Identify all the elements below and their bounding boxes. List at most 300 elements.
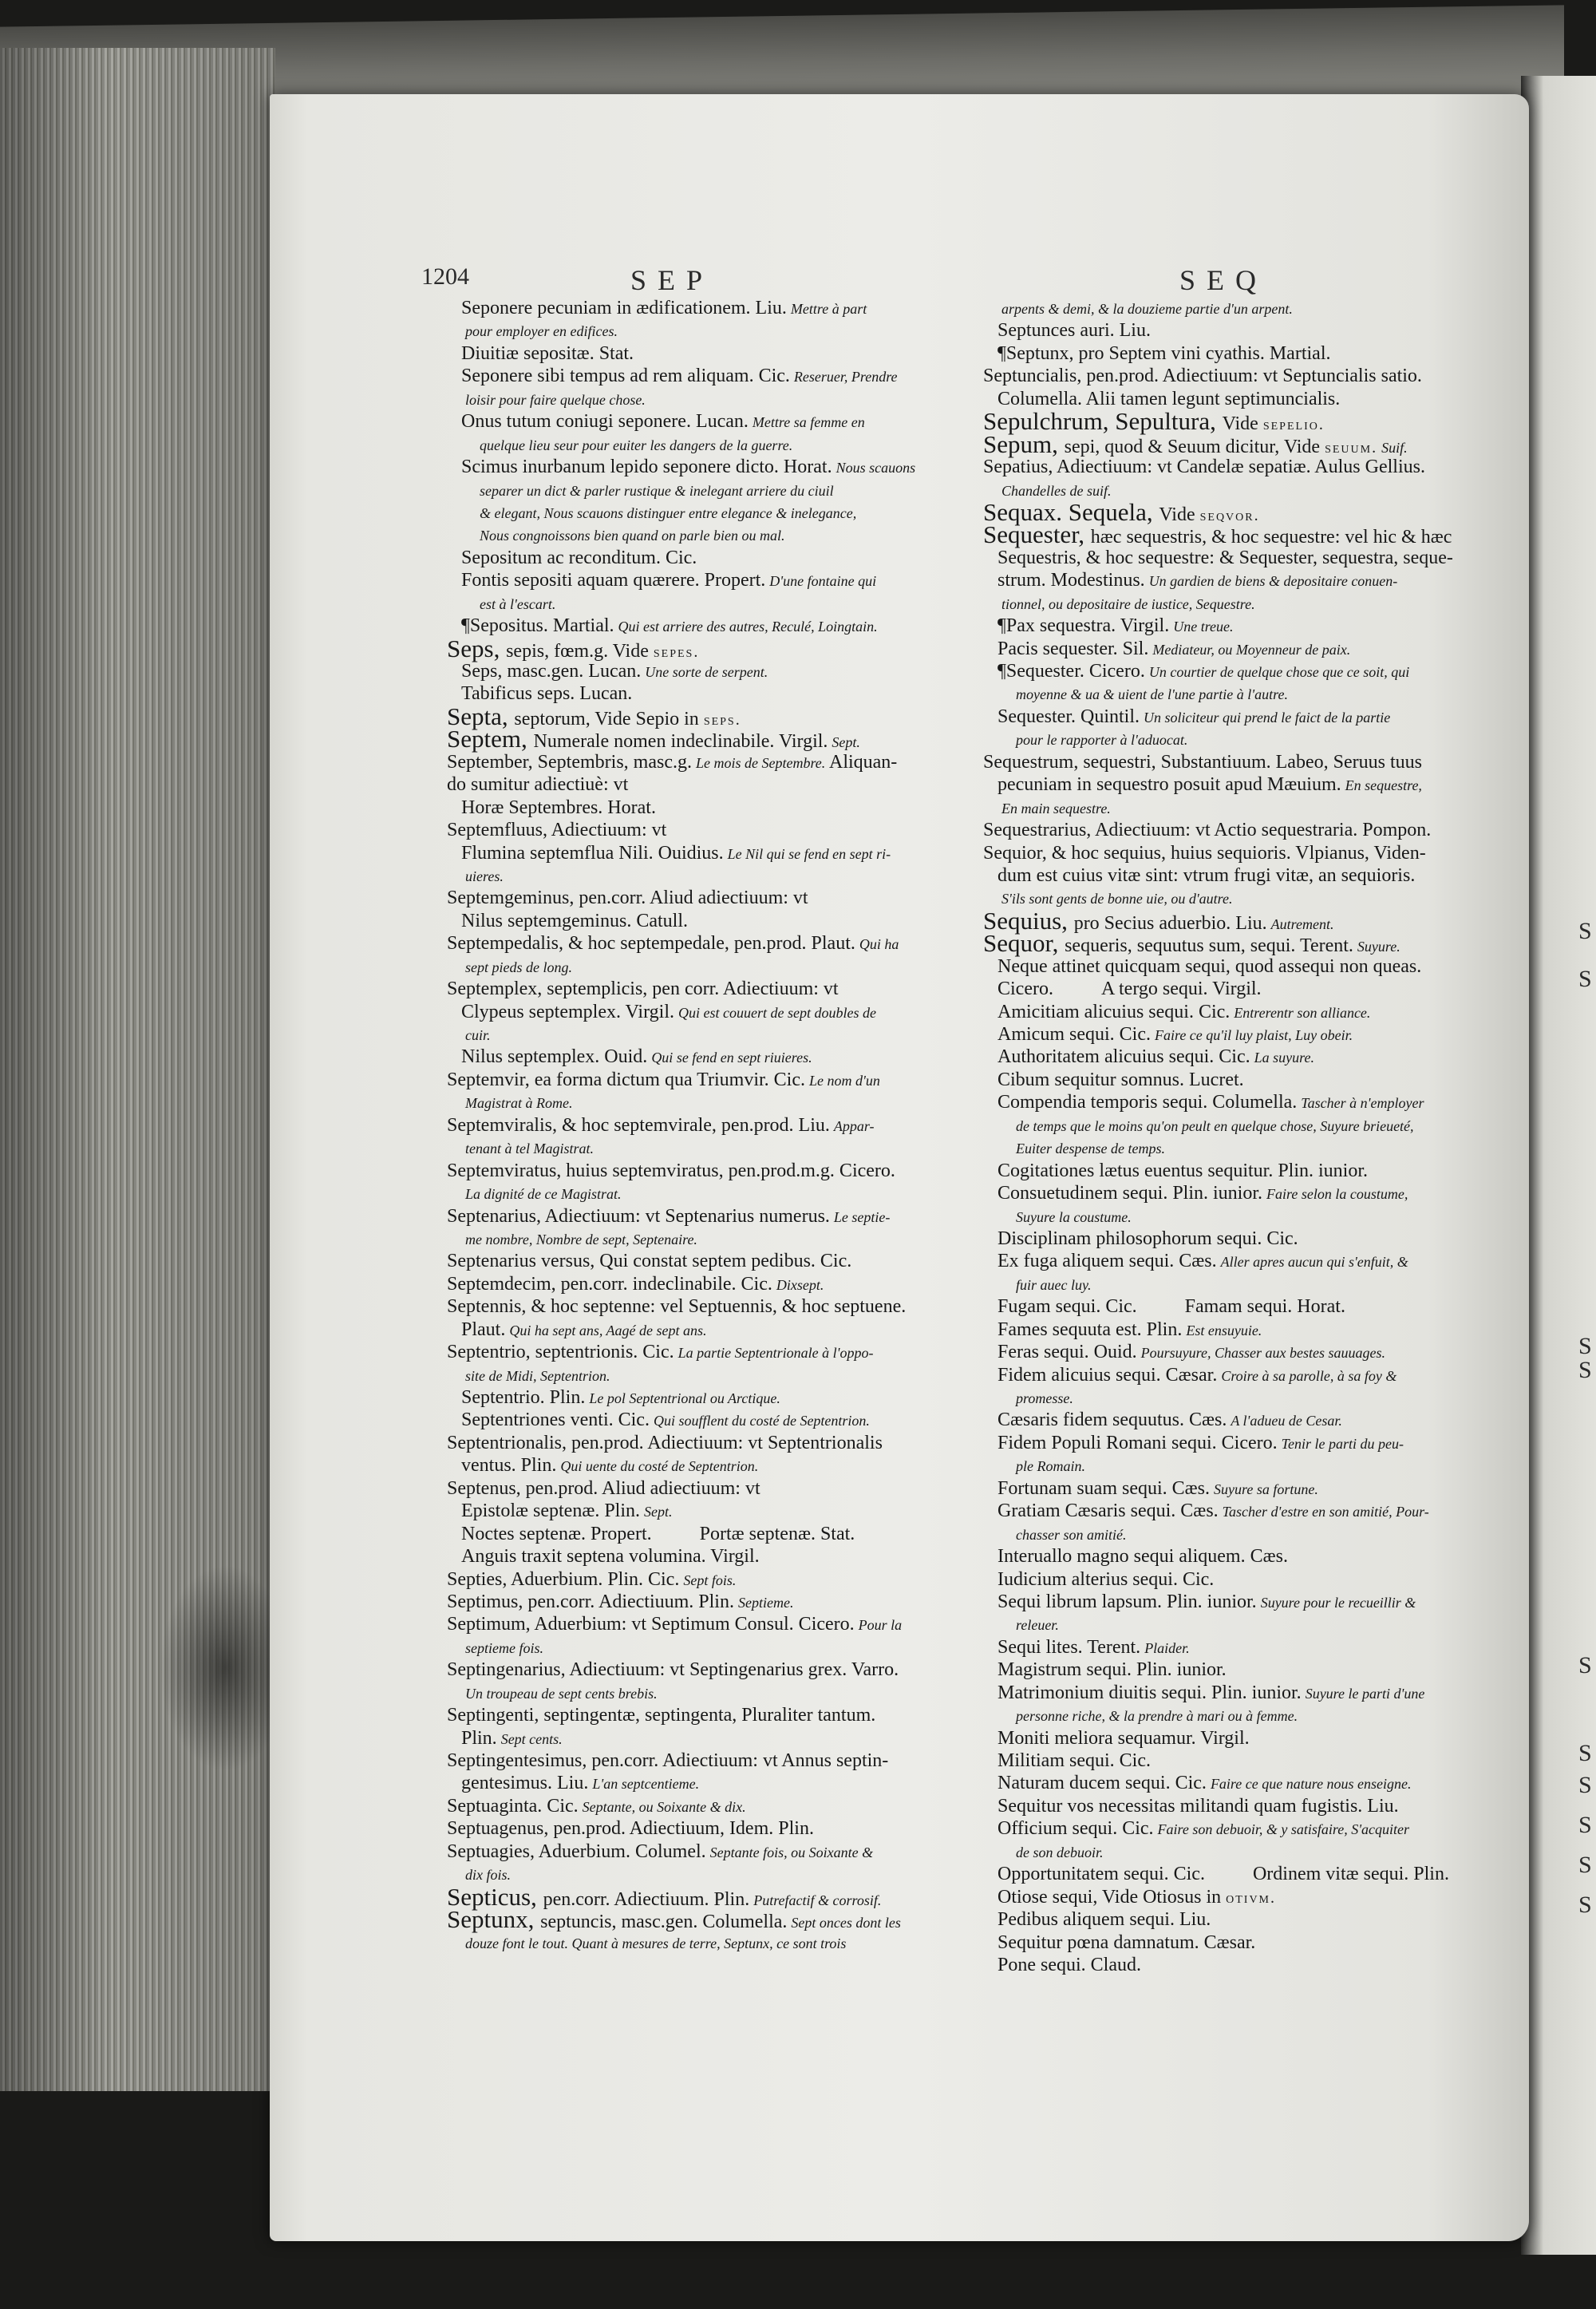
french-gloss: Le mois de Septembre. bbox=[695, 754, 826, 771]
latin-text: Septemfluus, Adiectiuum: vt bbox=[447, 820, 667, 841]
entry-line bbox=[447, 1114, 950, 1137]
french-gloss: Qui soufflent du costé de Septentrion. bbox=[653, 1413, 870, 1429]
entry-line bbox=[983, 751, 1462, 773]
french-gloss: Suyure. bbox=[1357, 939, 1400, 955]
french-gloss: de son debuoir. bbox=[1016, 1844, 1104, 1860]
latin-text: Naturam ducem sequi. Cic. bbox=[998, 1773, 1207, 1794]
french-gloss: sept pieds de long. bbox=[465, 959, 572, 975]
entry-line bbox=[447, 1727, 950, 1750]
french-gloss: Aller apres aucun qui s'enfuit, & bbox=[1220, 1254, 1408, 1271]
entry-line bbox=[447, 1023, 950, 1046]
entry-line bbox=[983, 1454, 1462, 1477]
french-gloss: & elegant, Nous scauons distinguer entre elegance & inelegance, bbox=[480, 504, 857, 521]
latin-text: ¶Septunx, pro Septem vini cyathis. Martial. bbox=[998, 342, 1331, 364]
latin-text: Disciplinam philosophorum sequi. Cic. bbox=[998, 1228, 1298, 1249]
latin-text: Septenarius versus, Qui constat septem pedibus. Cic. bbox=[447, 1251, 852, 1272]
headword: Seps, bbox=[447, 634, 507, 662]
latin-text: Horæ Septembres. Horat. bbox=[461, 797, 656, 818]
latin-text: ¶Sepositus. Martial. bbox=[461, 615, 614, 637]
french-gloss: quelque lieu seur pour euiter les dangers de la guerre. bbox=[480, 437, 793, 453]
entry-line bbox=[447, 725, 950, 753]
french-gloss: pour employer en edifices. bbox=[465, 323, 618, 340]
right-column bbox=[983, 297, 1462, 1976]
french-gloss: Croire à sa parolle, à sa foy & bbox=[1221, 1367, 1397, 1384]
entry-line bbox=[983, 1954, 1462, 1976]
french-gloss: L'an septcentieme. bbox=[592, 1776, 700, 1793]
entry-line bbox=[983, 1863, 1462, 1885]
french-gloss: Qui est couuert de sept doubles de bbox=[678, 1004, 876, 1021]
latin-text: sequeris, sequutus sum, sequi. Terent. bbox=[1065, 935, 1353, 957]
latin-text: Aliquan- bbox=[828, 751, 898, 773]
french-gloss: Suif. bbox=[1381, 439, 1408, 456]
latin-text: Septingenarius, Adiectiuum: vt Septingenarius grex. Varro. bbox=[447, 1659, 899, 1681]
entry-line bbox=[983, 773, 1462, 796]
entry-line bbox=[983, 1114, 1462, 1137]
french-gloss: Sept. bbox=[832, 734, 860, 751]
french-gloss: Faire son debuoir, & y satisfaire, S'acquiter bbox=[1157, 1821, 1410, 1838]
latin-text: Ordinem vitæ sequi. Plin. bbox=[1252, 1864, 1449, 1885]
latin-text: Fortunam suam sequi. Cæs. bbox=[998, 1477, 1211, 1499]
facing-page-letter: S bbox=[1578, 1852, 1592, 1878]
entry-line bbox=[983, 978, 1462, 1000]
latin-text: strum. Modestinus. bbox=[998, 570, 1145, 591]
latin-text: Plaut. bbox=[461, 1319, 506, 1340]
entry-line bbox=[447, 1341, 950, 1363]
left-running-head: SEP bbox=[630, 264, 714, 296]
entry-line bbox=[447, 1613, 950, 1635]
facing-page-letter: S bbox=[1578, 1892, 1592, 1918]
french-gloss: Autrement. bbox=[1270, 915, 1334, 932]
latin-text: Pone sequi. Claud. bbox=[998, 1954, 1141, 1975]
french-gloss: Qui est arriere des autres, Reculé, Loingtain. bbox=[618, 619, 878, 635]
french-gloss: est à l'escart. bbox=[480, 595, 556, 612]
cross-reference: sepes. bbox=[653, 642, 700, 661]
entry-line bbox=[447, 1795, 950, 1817]
entry-line bbox=[983, 864, 1462, 887]
latin-text: Authoritatem alicuius sequi. Cic. bbox=[998, 1046, 1250, 1068]
latin-text: Septemplex, septemplicis, pen corr. Adiectiuum: vt bbox=[447, 979, 839, 1000]
latin-text: September, Septembris, masc.g. bbox=[447, 751, 692, 773]
entry-line bbox=[447, 1137, 950, 1159]
french-gloss: Sept cents. bbox=[500, 1730, 563, 1747]
french-gloss: D'une fontaine qui bbox=[769, 573, 877, 590]
latin-text: Septemdecim, pen.corr. indeclinabile. Cic. bbox=[447, 1273, 772, 1295]
french-gloss: Poursuyure, Chasser aux bestes sauuages. bbox=[1140, 1345, 1385, 1362]
french-gloss: Un gardien de biens & depositaire conuen- bbox=[1148, 573, 1398, 590]
entry-line bbox=[447, 319, 950, 342]
cross-reference: seuum. bbox=[1325, 438, 1378, 457]
latin-text: Flumina septemflua Nili. Ouidius. bbox=[461, 842, 724, 864]
french-gloss: Suyure pour le recueillir & bbox=[1260, 1594, 1416, 1611]
latin-text: Septempedalis, & hoc septempedale, pen.prod. Plaut. bbox=[447, 933, 855, 955]
entry-line bbox=[983, 592, 1462, 615]
latin-text: pen.corr. Adiectiuum. Plin. bbox=[543, 1888, 750, 1910]
latin-text: Famam sequi. Horat. bbox=[1184, 1296, 1345, 1318]
latin-text: Fidem Populi Romani sequi. Cicero. bbox=[998, 1432, 1278, 1453]
french-gloss: Nous scauons bbox=[836, 460, 916, 476]
entry-line bbox=[983, 1931, 1462, 1954]
latin-text: Septemviratus, huius septemviratus, pen.prod.m.g. Cicero. bbox=[447, 1160, 895, 1181]
latin-text: hæc sequestris, & hoc sequestre: vel hic & hæc bbox=[1090, 527, 1452, 548]
french-gloss: Sept fois. bbox=[683, 1572, 737, 1588]
entry-line bbox=[447, 682, 950, 705]
entry-line bbox=[447, 501, 950, 524]
latin-text: Sequi librum lapsum. Plin. iunior. bbox=[998, 1591, 1257, 1612]
headword: Sepum, bbox=[983, 429, 1065, 458]
entry-line bbox=[447, 1500, 950, 1522]
entry-line bbox=[983, 1250, 1462, 1272]
entry-line bbox=[983, 319, 1462, 342]
french-gloss: Faire ce qu'il luy plaist, Luy obeir. bbox=[1154, 1027, 1353, 1043]
french-gloss: Qui ha bbox=[859, 936, 899, 953]
latin-text: Neque attinet quicquam sequi, quod assequi non queas. bbox=[998, 955, 1422, 977]
entry-line bbox=[447, 479, 950, 501]
entry-line bbox=[983, 1750, 1462, 1772]
entry-line bbox=[983, 1023, 1462, 1046]
facing-page-letter: S bbox=[1578, 918, 1592, 944]
latin-text: Sepositum ac reconditum. Cic. bbox=[461, 547, 697, 568]
latin-text: septorum, Vide Sepio in bbox=[514, 708, 699, 729]
latin-text: ¶Pax sequestra. Virgil. bbox=[998, 615, 1170, 637]
french-gloss: Mediateur, ou Moyenneur de paix. bbox=[1152, 641, 1351, 658]
french-gloss: Qui se fend en sept riuieres. bbox=[651, 1050, 812, 1066]
latin-text: Seps, masc.gen. Lucan. bbox=[461, 661, 642, 682]
latin-text: Fugam sequi. Cic. bbox=[998, 1296, 1137, 1318]
french-gloss: de temps que le moins qu'on peult en quelque chose, Suyure brieueté, bbox=[1016, 1117, 1414, 1134]
headword: Septem, bbox=[447, 725, 534, 753]
entry-line bbox=[447, 1228, 950, 1250]
entry-line bbox=[447, 1295, 950, 1318]
entry-line bbox=[447, 910, 950, 932]
latin-text: Plin. bbox=[461, 1727, 497, 1749]
entry-line bbox=[983, 342, 1462, 365]
entry-line bbox=[447, 1046, 950, 1068]
entry-line bbox=[447, 1001, 950, 1023]
entry-line bbox=[983, 955, 1462, 978]
french-gloss: me nombre, Nombre de sept, Septenaire. bbox=[465, 1231, 697, 1247]
french-gloss: Qui uente du costé de Septentrion. bbox=[560, 1458, 759, 1475]
latin-text: Scimus inurbanum lepido seponere dicto. Horat. bbox=[461, 457, 832, 478]
latin-text: Portæ septenæ. Stat. bbox=[699, 1523, 855, 1544]
entry-line bbox=[983, 520, 1462, 549]
entry-line bbox=[447, 1160, 950, 1182]
entry-line bbox=[983, 1341, 1462, 1363]
latin-text: Anguis traxit septena volumina. Virgil. bbox=[461, 1546, 760, 1568]
entry-line bbox=[983, 1908, 1462, 1931]
latin-text: Diuitiæ sepositæ. Stat. bbox=[461, 342, 634, 364]
latin-text: Nilus septemgeminus. Catull. bbox=[461, 910, 688, 931]
latin-text: Septuaginta. Cic. bbox=[447, 1795, 579, 1817]
latin-text: Cogitationes lætus euentus sequitur. Plin. iunior. bbox=[998, 1160, 1369, 1181]
entry-line bbox=[983, 842, 1462, 864]
entry-line bbox=[447, 1454, 950, 1477]
latin-text: Opportunitatem sequi. Cic. bbox=[998, 1864, 1205, 1885]
entry-line bbox=[447, 365, 950, 387]
french-gloss: ple Romain. bbox=[1016, 1458, 1085, 1475]
french-gloss: S'ils sont gents de bonne uie, ou d'autre. bbox=[1001, 891, 1233, 907]
french-gloss: Sept. bbox=[644, 1504, 673, 1520]
entry-line bbox=[447, 932, 950, 955]
latin-text: pro Secius aduerbio. Liu. bbox=[1073, 912, 1267, 934]
entry-line bbox=[447, 1568, 950, 1591]
headword: Sequius, bbox=[983, 906, 1074, 935]
french-gloss: Un courtier de quelque chose que ce soit, qui bbox=[1148, 664, 1410, 680]
latin-text: Consuetudinem sequi. Plin. iunior. bbox=[998, 1183, 1263, 1204]
entry-line bbox=[983, 1840, 1462, 1863]
french-gloss: Est ensuyuie. bbox=[1186, 1322, 1262, 1338]
latin-text: Officium sequi. Cic. bbox=[998, 1818, 1154, 1840]
headword: Septicus, bbox=[447, 1882, 543, 1911]
french-gloss: fuir auec luy. bbox=[1016, 1276, 1092, 1293]
entry-line bbox=[983, 660, 1462, 682]
entry-line bbox=[983, 547, 1462, 569]
latin-text: Pedibus aliquem sequi. Liu. bbox=[998, 1909, 1211, 1931]
entry-line bbox=[447, 1477, 950, 1500]
french-gloss: separer un dict & parler rustique & inelegant arriere du ciuil bbox=[480, 482, 834, 499]
french-gloss: tenant à tel Magistrat. bbox=[465, 1141, 594, 1157]
facing-page-letter: S bbox=[1578, 1333, 1592, 1359]
french-gloss: Nous congnoissons bien quand on parle bien ou mal. bbox=[480, 528, 785, 544]
entry-line bbox=[447, 1931, 950, 1954]
latin-text: Sequestrum, sequestri, Substantiuum. Labeo, Seruus tuus bbox=[983, 751, 1422, 773]
latin-text: Seponere pecuniam in ædificationem. Liu. bbox=[461, 298, 787, 318]
latin-text: Septentrio. Plin. bbox=[461, 1387, 586, 1408]
entry-line bbox=[447, 1905, 950, 1934]
french-gloss: Sept onces dont les bbox=[791, 1915, 901, 1931]
entry-line bbox=[983, 1727, 1462, 1750]
entry-line bbox=[983, 1432, 1462, 1454]
entry-line bbox=[983, 1886, 1462, 1908]
latin-text: Sequitur pœna damnatum. Cæsar. bbox=[998, 1931, 1256, 1953]
french-gloss: Putrefactif & corrosif. bbox=[753, 1892, 882, 1908]
latin-text: Septuncialis, pen.prod. Adiectiuum: vt Septuncialis satio. bbox=[983, 366, 1422, 387]
headword: Septunx, bbox=[447, 1905, 541, 1934]
entry-line bbox=[983, 1817, 1462, 1840]
french-gloss: La partie Septentrionale à l'oppo- bbox=[678, 1345, 874, 1362]
entry-line bbox=[447, 456, 950, 478]
entry-line bbox=[447, 1386, 950, 1409]
french-gloss: Qui ha sept ans, Aagé de sept ans. bbox=[509, 1322, 707, 1338]
latin-text: Sequester. Quintil. bbox=[998, 706, 1140, 727]
entry-line bbox=[983, 429, 1462, 458]
latin-text: Pacis sequester. Sil. bbox=[998, 638, 1149, 659]
french-gloss: loisir pour faire quelque chose. bbox=[465, 391, 646, 408]
entry-line bbox=[447, 1091, 950, 1113]
latin-text: Septuagenus, pen.prod. Adiectiuum, Idem. Plin. bbox=[447, 1818, 814, 1840]
entry-line bbox=[983, 819, 1462, 841]
latin-text: Cibum sequitur somnus. Lucret. bbox=[998, 1069, 1244, 1090]
french-gloss: Le Nil qui se fend en sept ri- bbox=[727, 845, 891, 862]
entry-line bbox=[447, 1364, 950, 1386]
french-gloss: Tenir le parti du peu- bbox=[1281, 1435, 1404, 1452]
latin-text: pecuniam in sequestro posuit apud Mæuium. bbox=[998, 774, 1341, 796]
latin-text: Septemvir, ea forma dictum qua Triumvir. Cic. bbox=[447, 1069, 805, 1090]
latin-text: Otiose sequi, Vide Otiosus in bbox=[998, 1886, 1222, 1908]
entry-line bbox=[983, 1273, 1462, 1295]
entry-line bbox=[983, 1205, 1462, 1228]
french-gloss: personne riche, & la prendre à mari ou à femme. bbox=[1016, 1708, 1298, 1725]
entry-line bbox=[983, 797, 1462, 819]
latin-text: Interuallo magno sequi aliquem. Cæs. bbox=[998, 1546, 1288, 1568]
french-gloss: Magistrat à Rome. bbox=[465, 1095, 573, 1112]
latin-text: Amicitiam alicuius sequi. Cic. bbox=[998, 1001, 1231, 1022]
page-number: 1204 bbox=[421, 263, 469, 290]
latin-text: Nilus septemplex. Ouid. bbox=[461, 1046, 648, 1068]
entry-line bbox=[447, 1432, 950, 1454]
entry-line bbox=[447, 1069, 950, 1091]
latin-text: Gratiam Cæsaris sequi. Cæs. bbox=[998, 1500, 1219, 1522]
latin-text: do sumitur adiectiuè: vt bbox=[447, 774, 629, 796]
latin-text: Matrimonium diuitis sequi. Plin. iunior. bbox=[998, 1682, 1302, 1703]
entry-line bbox=[447, 569, 950, 591]
latin-text: Septemviralis, & hoc septemvirale, pen.prod. Liu. bbox=[447, 1114, 830, 1136]
entry-line bbox=[447, 1250, 950, 1272]
facing-page-edge bbox=[1521, 76, 1596, 2255]
entry-line bbox=[447, 1659, 950, 1681]
latin-text: Septenarius, Adiectiuum: vt Septenarius numerus. bbox=[447, 1205, 830, 1227]
latin-text: Clypeus septemplex. Virgil. bbox=[461, 1001, 674, 1022]
entry-line bbox=[983, 1568, 1462, 1591]
entry-line bbox=[983, 1682, 1462, 1704]
entry-line bbox=[447, 1682, 950, 1704]
entry-line bbox=[983, 1477, 1462, 1500]
entry-line bbox=[447, 1182, 950, 1204]
latin-text: Compendia temporis sequi. Columella. bbox=[998, 1092, 1298, 1113]
latin-text: Noctes septenæ. Propert. bbox=[461, 1523, 652, 1544]
entry-line bbox=[983, 569, 1462, 591]
entry-line bbox=[447, 864, 950, 887]
latin-text: ventus. Plin. bbox=[461, 1455, 557, 1477]
entry-line bbox=[447, 751, 950, 773]
french-gloss: pour le rapporter à l'aduocat. bbox=[1016, 732, 1188, 749]
entry-line bbox=[983, 1772, 1462, 1794]
entry-line bbox=[447, 819, 950, 841]
entry-line bbox=[447, 634, 950, 662]
entry-line bbox=[983, 365, 1462, 387]
entry-line bbox=[983, 929, 1462, 958]
entry-line bbox=[983, 297, 1462, 319]
latin-text: Sepatius, Adiectiuum: vt Candelæ sepatiæ. Aulus Gellius. bbox=[983, 457, 1425, 478]
latin-text: Septentrionalis, pen.prod. Adiectiuum: vt Septentrionalis bbox=[447, 1432, 883, 1453]
latin-text: Tabificus seps. Lucan. bbox=[461, 683, 633, 705]
latin-text: Columella. Alii tamen legunt septimuncialis. bbox=[998, 388, 1341, 409]
entry-line bbox=[447, 547, 950, 569]
headword: Sequester, bbox=[983, 520, 1091, 549]
latin-text: Septemgeminus, pen.corr. Aliud adiectiuum: vt bbox=[447, 888, 808, 909]
french-gloss: releuer. bbox=[1016, 1617, 1059, 1634]
cross-reference: seps. bbox=[703, 710, 741, 729]
entry-line bbox=[983, 1295, 1462, 1318]
french-gloss: Dixsept. bbox=[776, 1276, 824, 1293]
latin-text: Septentrio, septentrionis. Cic. bbox=[447, 1342, 674, 1363]
entry-line bbox=[983, 1659, 1462, 1681]
entry-line bbox=[447, 1273, 950, 1295]
french-gloss: Tascher à n'employer bbox=[1301, 1095, 1424, 1112]
cross-reference: otivm. bbox=[1226, 1888, 1277, 1907]
entry-line bbox=[447, 660, 950, 682]
french-gloss: Septante, ou Soixante & dix. bbox=[582, 1798, 746, 1815]
latin-text: Moniti meliora sequamur. Virgil. bbox=[998, 1727, 1250, 1749]
latin-text: ¶Sequester. Cicero. bbox=[998, 661, 1145, 682]
latin-text: Numerale nomen indeclinabile. Virgil. bbox=[533, 731, 828, 753]
latin-text: Fontis sepositi aquam quærere. Propert. bbox=[461, 570, 766, 591]
latin-text: Amicum sequi. Cic. bbox=[998, 1024, 1151, 1045]
entry-line bbox=[447, 388, 950, 410]
entry-line bbox=[983, 1364, 1462, 1386]
french-gloss: En main sequestre. bbox=[1001, 800, 1111, 816]
latin-text: Magistrum sequi. Plin. iunior. bbox=[998, 1659, 1227, 1681]
headword: Sequor, bbox=[983, 929, 1065, 958]
french-gloss: moyenne & ua & uient de l'une partie à l'autre. bbox=[1016, 686, 1288, 703]
entry-line bbox=[447, 1545, 950, 1568]
right-running-head: SEQ bbox=[1179, 264, 1268, 296]
french-gloss: Reseruer, Prendre bbox=[793, 369, 898, 385]
french-gloss: Appar- bbox=[833, 1117, 875, 1134]
entry-line bbox=[983, 1091, 1462, 1113]
latin-text: Sequestris, & hoc sequestre: & Sequester, sequestra, seque- bbox=[998, 547, 1453, 568]
latin-text: Cæsaris fidem sequutus. Cæs. bbox=[998, 1410, 1227, 1431]
french-gloss: Le septie- bbox=[833, 1208, 891, 1225]
entry-line bbox=[447, 1817, 950, 1840]
french-gloss: douze font le tout. Quant à mesures de terre, Septunx, ce sont trois bbox=[465, 1935, 847, 1951]
latin-text: Vide bbox=[1159, 504, 1195, 525]
entry-line bbox=[983, 1613, 1462, 1635]
french-gloss: Pour la bbox=[858, 1617, 903, 1634]
french-gloss: Mettre sa femme en bbox=[752, 414, 865, 431]
entry-line bbox=[983, 456, 1462, 478]
entry-line bbox=[447, 1840, 950, 1863]
entry-line bbox=[447, 978, 950, 1000]
latin-text: A tergo sequi. Virgil. bbox=[1100, 979, 1262, 1000]
french-gloss: uieres. bbox=[465, 868, 504, 884]
latin-text: Epistolæ septenæ. Plin. bbox=[461, 1500, 641, 1522]
entry-line bbox=[983, 1591, 1462, 1613]
entry-line bbox=[983, 682, 1462, 705]
french-gloss: Mettre à part bbox=[790, 301, 867, 317]
facing-page-letter: S bbox=[1578, 1772, 1592, 1798]
latin-text: Septennis, & hoc septenne: vel Septuennis, & hoc septuene. bbox=[447, 1296, 907, 1318]
french-gloss: Suyure la coustume. bbox=[1016, 1208, 1132, 1225]
french-gloss: Le nom d'un bbox=[808, 1072, 880, 1089]
latin-text: Fidem alicuius sequi. Cæsar. bbox=[998, 1364, 1218, 1386]
edge-shadow bbox=[0, 48, 275, 2091]
french-gloss: Suyure le parti d'une bbox=[1305, 1685, 1425, 1702]
french-gloss: tionnel, ou depositaire de iustice, Sequestre. bbox=[1001, 595, 1255, 612]
headword: Sequax. Sequela, bbox=[983, 497, 1159, 526]
entry-line bbox=[983, 1523, 1462, 1545]
entry-line bbox=[447, 1319, 950, 1341]
french-gloss: En sequestre, bbox=[1345, 777, 1422, 794]
french-gloss: Un troupeau de sept cents brebis. bbox=[465, 1685, 658, 1702]
entry-line bbox=[447, 297, 950, 319]
edge-stain bbox=[160, 1564, 279, 1772]
french-gloss: Une treue. bbox=[1173, 619, 1234, 635]
entry-line bbox=[447, 887, 950, 909]
entry-line bbox=[983, 728, 1462, 750]
headword: Sepulchrum, Sepultura, bbox=[983, 407, 1223, 436]
entry-line bbox=[983, 706, 1462, 728]
latin-text: Sequior, & hoc sequius, huius sequioris. Vlpianus, Viden- bbox=[983, 842, 1426, 864]
latin-text: septuncis, masc.gen. Columella. bbox=[540, 1912, 788, 1933]
latin-text: Feras sequi. Ouid. bbox=[998, 1342, 1137, 1363]
french-gloss: La suyure. bbox=[1254, 1050, 1314, 1066]
french-gloss: dix fois. bbox=[465, 1867, 511, 1884]
entry-line bbox=[983, 1228, 1462, 1250]
entry-line bbox=[447, 433, 950, 456]
latin-text: Cicero. bbox=[998, 979, 1053, 1000]
latin-text: Septingenti, septingentæ, septingenta, Pluraliter tantum. bbox=[447, 1705, 876, 1726]
entry-line bbox=[983, 1636, 1462, 1659]
